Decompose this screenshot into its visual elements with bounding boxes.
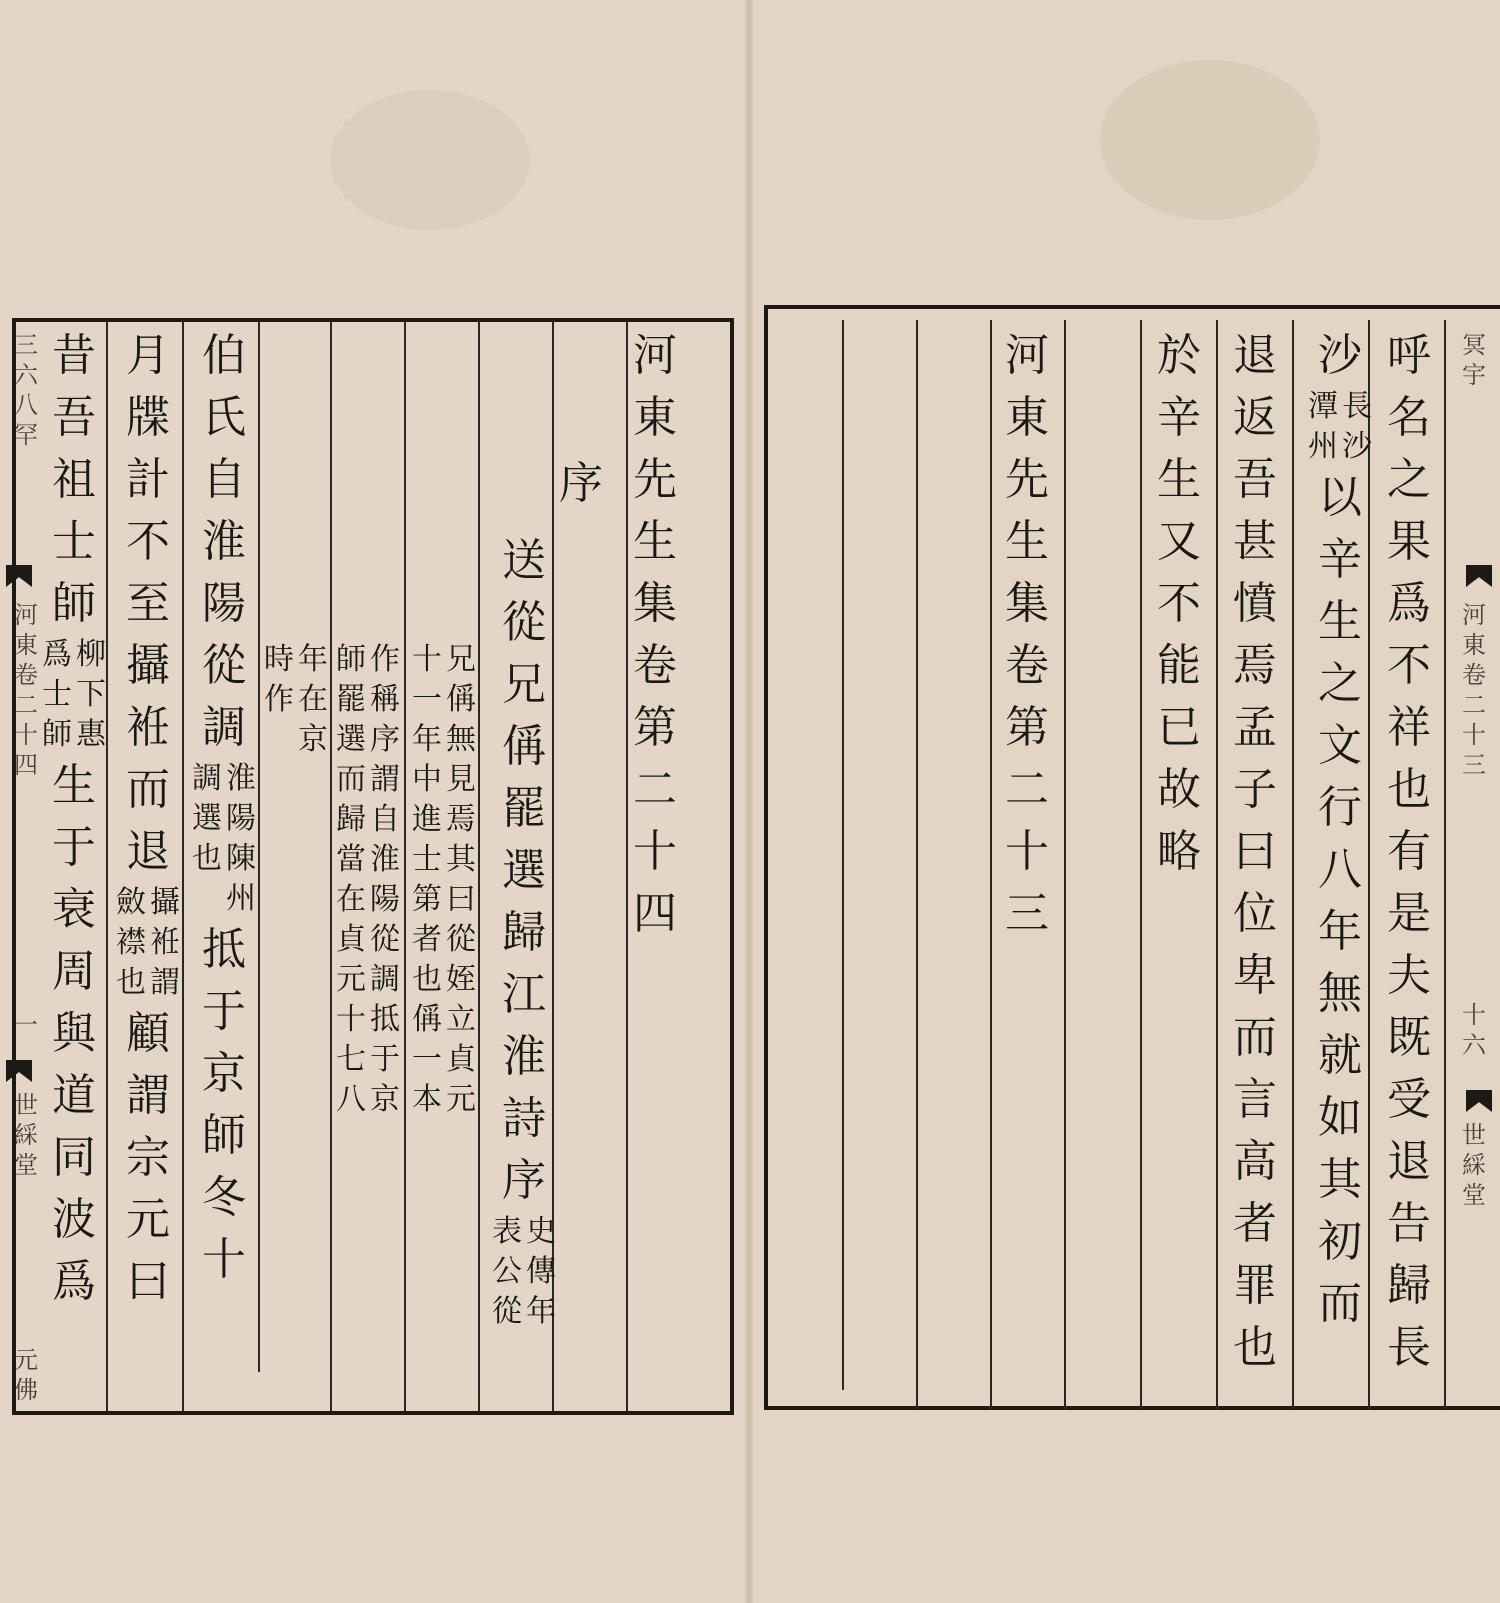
left-line-2-end: 顧 謂 宗 元 曰 (126, 1008, 170, 1307)
right-text-column-4: 於 辛 生 又 不 能 已 故 略 (1157, 330, 1201, 877)
paper-stain (330, 90, 530, 230)
right-margin-low: 十 六 (1462, 1001, 1486, 1059)
left-text-column-1 (190, 325, 258, 1291)
left-margin-bottom: 世 綵 堂 (14, 1091, 38, 1179)
right-margin-top: 冥 宇 (1462, 331, 1486, 389)
column-rule (258, 322, 260, 1372)
note-column-c: 年 在 京 時 作 (264, 642, 328, 757)
left-margin-foot: 元 佛 (14, 1346, 38, 1404)
column-rule (1064, 320, 1066, 1410)
column-rule (1444, 320, 1446, 1410)
column-rule (404, 322, 406, 1412)
paper-stain (1100, 60, 1320, 220)
right-text-column-1: 呼 名 之 果 爲 不 祥 也 有 是 夫 既 受 退 告 歸 長 (1387, 330, 1431, 1373)
left-margin-mid: 河 東 卷 二 十 四 (14, 601, 38, 779)
column-rule (990, 320, 992, 1410)
column-rule (916, 320, 918, 1410)
column-rule (478, 322, 480, 1412)
left-margin-low: 一 (14, 1011, 38, 1039)
left-line-1-note: 淮 陽 陳 州 調 選 也 (192, 761, 256, 916)
left-line-3: 昔 吾 祖 士 師 (52, 330, 96, 629)
column-rule (1216, 320, 1218, 1410)
left-margin-top: 三 六 八 罕 (14, 331, 38, 449)
left-text-column-3 (40, 325, 108, 1313)
left-text-column-2 (114, 325, 182, 1313)
left-line-2: 月 牒 計 不 至 攝 袵 而 退 (126, 330, 170, 877)
left-heading: 送 從 兄 偁 罷 選 歸 江 淮 詩 序 (502, 535, 546, 1206)
right-margin-bottom: 世 綵 堂 (1462, 1121, 1486, 1209)
right-line-2-note: 長 沙 潭 州 (1308, 389, 1372, 464)
column-rule (626, 322, 628, 1412)
left-section-column: 序 (559, 458, 603, 509)
right-title-column: 河 東 先 生 集 卷 第 二 十 三 (1005, 330, 1049, 939)
column-rule (842, 320, 844, 1390)
right-text-column-3: 退 返 吾 甚 憤 焉 孟 子 曰 位 卑 而 言 高 者 罪 也 (1233, 330, 1277, 1373)
book-gutter (745, 0, 753, 1603)
left-line-3-note: 柳 下 惠 爲 士 師 (42, 637, 106, 752)
column-rule (1292, 320, 1294, 1410)
note-column-b: 作 稱 序 謂 自 淮 陽 從 調 抵 于 京 師 罷 選 而 歸 當 在 貞 元 十 七 八 (336, 642, 400, 1117)
left-line-3-end: 生 于 衰 周 與 道 同 波 爲 (52, 760, 96, 1307)
right-margin-mid: 河 東 卷 二 十 三 (1462, 601, 1486, 779)
right-line-2-end: 以 辛 生 之 文 行 八 年 無 就 如 其 初 而 (1318, 472, 1362, 1329)
note-column-a: 兄 偁 無 見 焉 其 曰 從 姪 立 貞 元 十 一 年 中 進 士 第 者 也 偁 一 本 (412, 642, 476, 1117)
right-text-column-2 (1306, 325, 1374, 1335)
column-rule (1140, 320, 1142, 1410)
left-line-2-note: 攝 袵 謂 斂 襟 也 (116, 885, 180, 1000)
left-line-1-end: 抵 于 京 師 冬 十 (202, 924, 246, 1285)
right-line-2: 沙 (1318, 330, 1362, 381)
column-rule (330, 322, 332, 1412)
left-title-column: 河 東 先 生 集 卷 第 二 十 四 (633, 330, 677, 939)
heading-note: 史 傳 年 表 公 從 (492, 1214, 556, 1329)
left-line-1: 伯 氏 自 淮 陽 從 調 (202, 330, 246, 753)
left-heading-column (490, 530, 558, 1332)
column-rule (182, 322, 184, 1412)
